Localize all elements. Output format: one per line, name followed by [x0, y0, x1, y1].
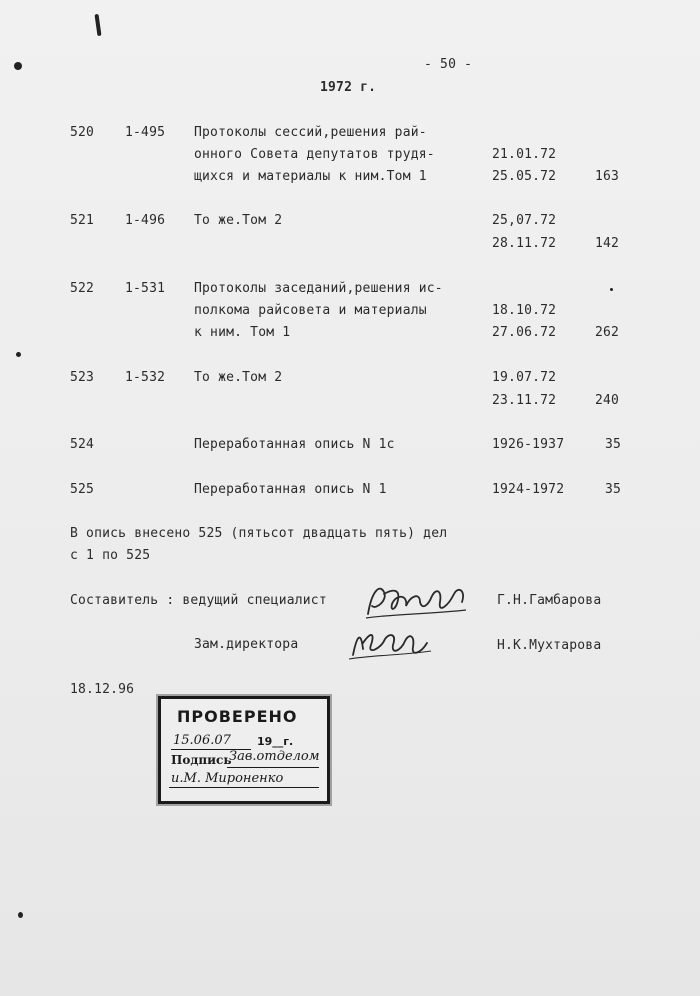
table-row-title-line: Протоколы сессий,решения рай-	[194, 125, 427, 140]
table-row-index: 1-495	[125, 125, 166, 140]
stamp-position-underline	[227, 767, 319, 768]
document-date: 18.12.96	[70, 682, 135, 697]
table-row-sheets: 163	[595, 169, 620, 184]
stamp-sign-label: Подпись	[171, 753, 232, 767]
scan-speck	[18, 912, 23, 918]
table-row-date: 1924-1972	[492, 482, 565, 497]
table-row-sheets: 35	[605, 482, 622, 497]
scan-speck	[94, 14, 101, 36]
stamp-date: 15.06.07	[173, 733, 231, 748]
table-row-title-line: щихся и материалы к ним.Том 1	[194, 169, 427, 184]
table-row-date: 19.07.72	[492, 370, 557, 385]
table-row-title-line: полкома райсовета и материалы	[194, 303, 427, 318]
scan-speck	[16, 352, 21, 357]
table-row-title-line: к ним. Том 1	[194, 325, 291, 340]
table-row-date: 1926-1937	[492, 437, 565, 452]
table-row-sheets: 35	[605, 437, 622, 452]
table-row-date: 23.11.72	[492, 393, 557, 408]
table-row-num: 525	[70, 482, 95, 497]
compiler-signature	[362, 580, 472, 622]
compiler-label: Составитель : ведущий специалист	[70, 593, 327, 608]
compiler-name: Г.Н.Гамбарова	[497, 593, 602, 608]
table-row-sheets: 240	[595, 393, 620, 408]
table-row-index: 1-532	[125, 370, 166, 385]
stamp-position: Зав.отделом	[229, 749, 320, 764]
deputy-label: Зам.директора	[194, 637, 299, 652]
table-row-date: 21.01.72	[492, 147, 557, 162]
scan-speck	[610, 288, 613, 291]
table-row-date: 25.05.72	[492, 169, 557, 184]
table-row-sheets: 262	[595, 325, 620, 340]
table-row-date: 25,07.72	[492, 213, 557, 228]
table-row-sheets: 142	[595, 236, 620, 251]
stamp-title: ПРОВЕРЕНО	[177, 707, 298, 726]
verification-stamp	[158, 696, 330, 804]
summary-range: с 1 по 525	[70, 548, 151, 563]
table-row-num: 523	[70, 370, 95, 385]
stamp-name: и.М. Мироненко	[171, 771, 284, 786]
table-row-title-line: Переработанная опись N 1	[194, 482, 387, 497]
table-row-date: 27.06.72	[492, 325, 557, 340]
table-row-title-line: То же.Том 2	[194, 213, 283, 228]
page-number: - 50 -	[424, 57, 473, 72]
table-row-num: 522	[70, 281, 95, 296]
table-row-date: 18.10.72	[492, 303, 557, 318]
stamp-name-underline	[169, 787, 319, 788]
table-row-title-line: Переработанная опись N 1с	[194, 437, 395, 452]
table-row-num: 521	[70, 213, 95, 228]
summary-line: В опись внесено 525 (пятьсот двадцать пять) дел	[70, 526, 448, 541]
stamp-year: 19__г.	[257, 735, 294, 748]
table-row-title-line: Протоколы заседаний,решения ис-	[194, 281, 443, 296]
table-row-index: 1-496	[125, 213, 166, 228]
table-row-num: 524	[70, 437, 95, 452]
table-row-num: 520	[70, 125, 95, 140]
scan-speck	[14, 62, 22, 70]
deputy-signature	[345, 625, 435, 665]
deputy-name: Н.К.Мухтарова	[497, 638, 602, 653]
table-row-title-line: онного Совета депутатов трудя-	[194, 147, 435, 162]
table-row-date: 28.11.72	[492, 236, 557, 251]
table-row-index: 1-531	[125, 281, 166, 296]
year-heading: 1972 г.	[320, 80, 377, 95]
table-row-title-line: То же.Том 2	[194, 370, 283, 385]
